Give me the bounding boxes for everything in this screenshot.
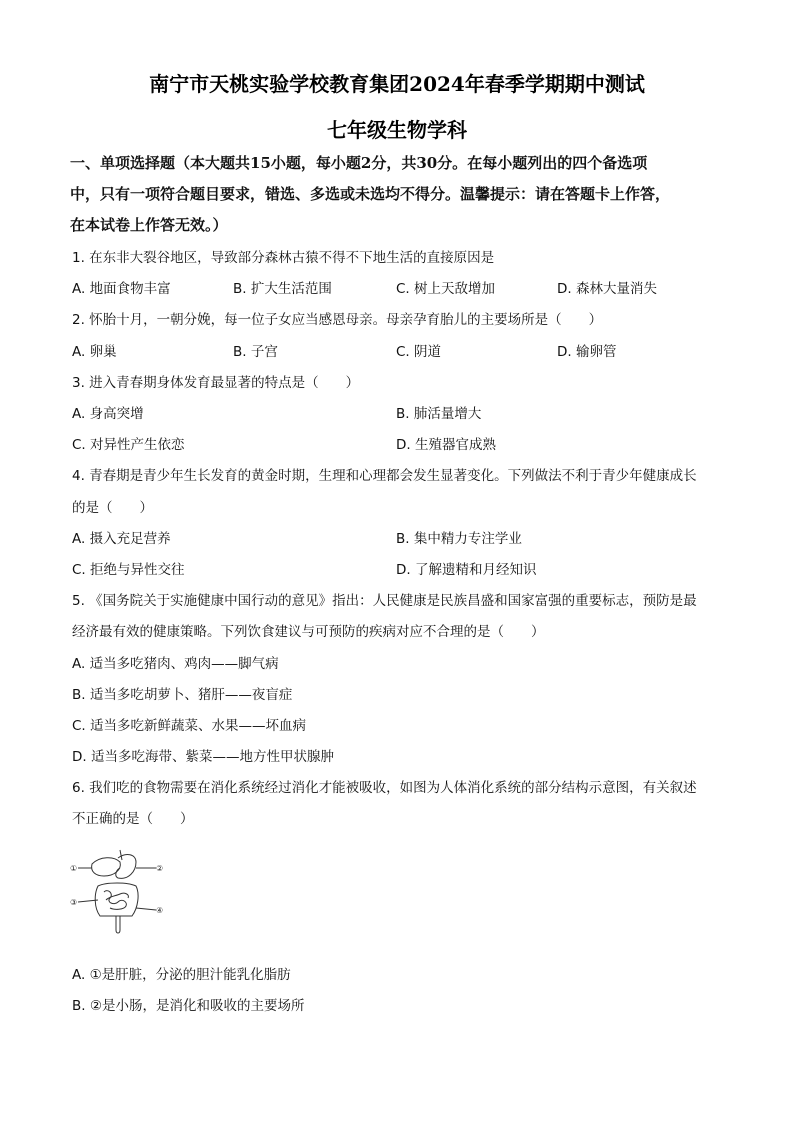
question-4-option-a: A. 摄入充足营养 [72,531,171,547]
rectum-shape [116,916,120,933]
question-1-option-d: D. 森林大量消失 [557,281,657,297]
question-6-option-b: B. ②是小肠，是消化和吸收的主要场所 [72,998,305,1014]
question-3-option-c: C. 对异性产生依恋 [72,437,185,453]
exam-title: 南宁市天桃实验学校教育集团2024年春季学期期中测试 [149,72,645,96]
question-3-option-b: B. 肺活量增大 [396,406,482,422]
question-4-option-d: D. 了解遗精和月经知识 [396,562,537,578]
question-5-option-d: D. 适当多吃海带、紫菜——地方性甲状腺肿 [72,749,334,765]
question-1-option-c: C. 树上天敌增加 [396,281,496,297]
figure-label-1: ① [70,864,78,873]
section-instructions-line-3: 在本试卷上作答无效。） [70,216,228,234]
section-instructions-line-2: 中，只有一项符合题目要求，错选、多选或未选均不得分。温馨提示：请在答题卡上作答， [70,185,671,203]
question-3-text: 3. 进入青春期身体发育最显著的特点是（ ） [72,375,360,391]
question-4-text-line-2: 的是（ ） [72,500,153,516]
question-3-option-a: A. 身高突增 [72,406,144,422]
figure-label-2: ② [156,864,164,873]
figure-label-3: ③ [70,898,78,907]
figure-label-4: ④ [156,906,164,915]
question-4-text-line-1: 4. 青春期是青少年生长发育的黄金时期，生理和心理都会发生显著变化。下列做法不利于青少年健康成长 [72,468,697,484]
question-2-text: 2. 怀胎十月，一朝分娩，每一位子女应当感恩母亲。母亲孕育胎儿的主要场所是（ ） [72,312,603,328]
question-6-text-line-2: 不正确的是（ ） [72,811,194,827]
question-1-option-a: A. 地面食物丰富 [72,281,171,297]
large-intestine-shape [95,883,138,916]
question-5-option-b: B. 适当多吃胡萝卜、猪肝——夜盲症 [72,687,293,703]
digestive-system-diagram-icon [70,848,180,944]
question-6-text-line-1: 6. 我们吃的食物需要在消化系统经过消化才能被吸收，如图为人体消化系统的部分结构示意图，有关叙述 [72,780,697,796]
question-1-option-b: B. 扩大生活范围 [233,281,332,297]
question-1-text: 1. 在东非大裂谷地区，导致部分森林古猿不得不下地生活的直接原因是 [72,250,495,266]
question-2-option-c: C. 阴道 [396,344,442,360]
question-6-option-a: A. ①是肝脏，分泌的胆汁能乳化脂肪 [72,967,291,983]
section-instructions-line-1: 一、单项选择题（本大题共15小题，每小题2分，共30分。在每小题列出的四个备选项 [70,154,648,172]
question-2-option-d: D. 输卵管 [557,344,617,360]
exam-subtitle: 七年级生物学科 [327,118,467,142]
question-5-text-line-1: 5. 《国务院关于实施健康中国行动的意见》指出：人民健康是民族昌盛和国家富强的重要标志，预防是最 [72,593,697,609]
question-3-option-d: D. 生殖器官成熟 [396,437,496,453]
question-5-text-line-2: 经济最有效的健康策略。下列饮食建议与可预防的疾病对应不合理的是（ ） [72,624,545,640]
question-5-option-c: C. 适当多吃新鲜蔬菜、水果——坏血病 [72,718,307,734]
stomach-shape [116,855,136,879]
question-2-option-a: A. 卵巢 [72,344,117,360]
question-2-option-b: B. 子宫 [233,344,278,360]
question-4-option-b: B. 集中精力专注学业 [396,531,522,547]
question-4-option-c: C. 拒绝与异性交往 [72,562,185,578]
question-5-option-a: A. 适当多吃猪肉、鸡肉——脚气病 [72,656,279,672]
